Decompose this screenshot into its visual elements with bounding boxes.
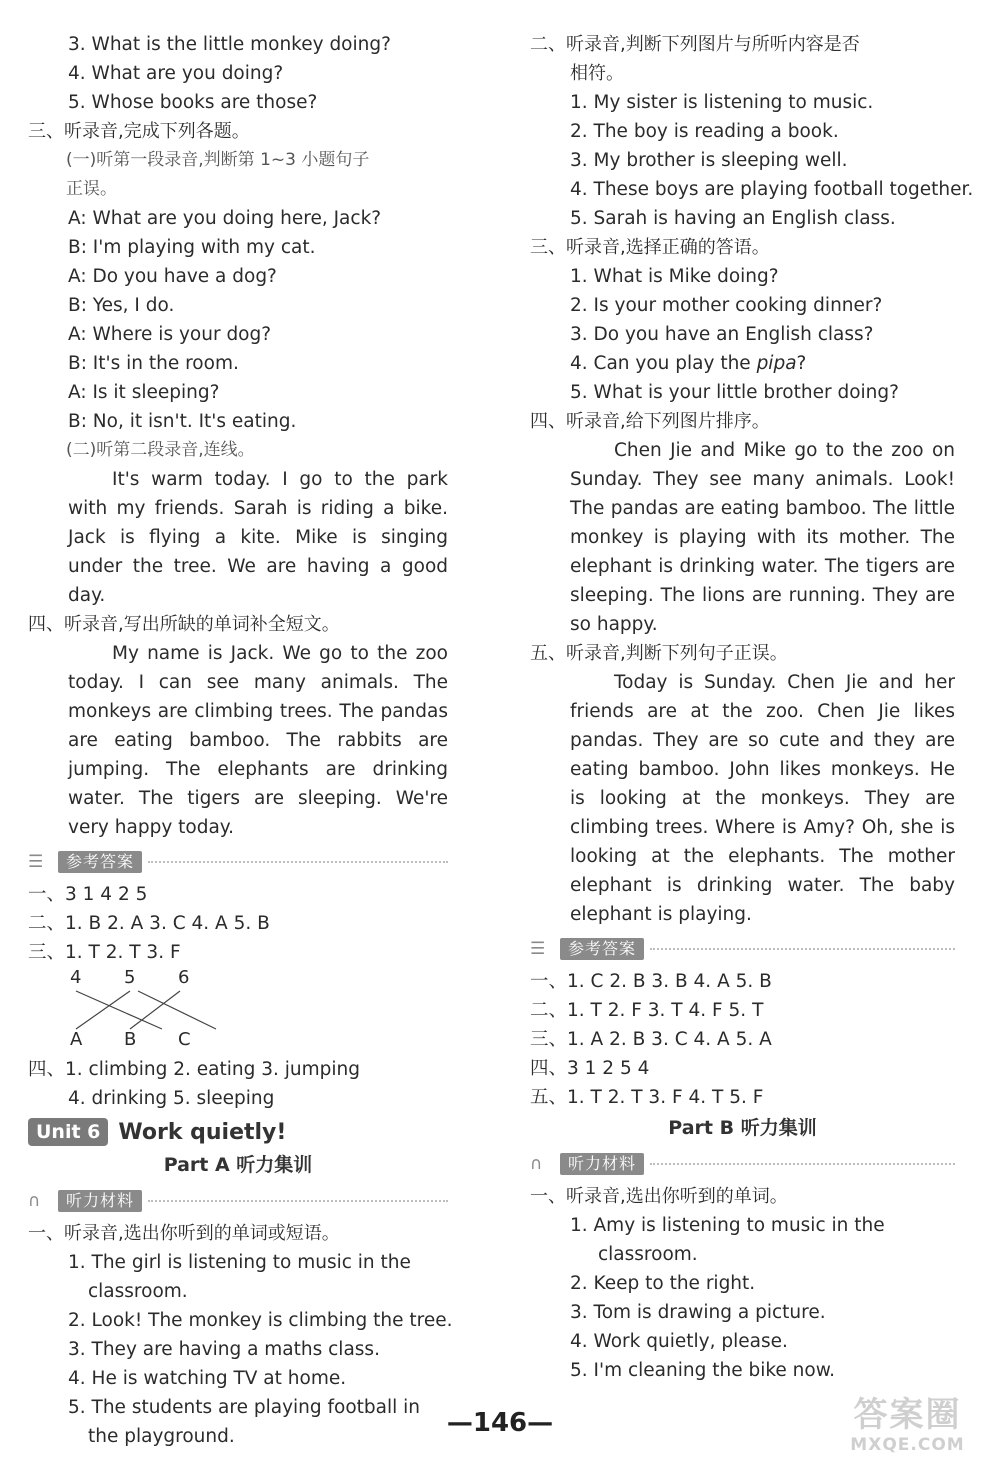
section-title: 三、听录音,选择正确的答语。 [530,237,770,258]
answer-line: 二、1. T 2. F 3. T 4. F 5. T [530,1000,764,1021]
question-line: 2. The boy is reading a book. [570,121,839,142]
answer-line: 三、1. A 2. B 3. C 4. A 5. A [530,1029,772,1050]
answers-tag: 参考答案 [58,851,142,873]
question-line: 1. Amy is listening to music in the [570,1215,885,1236]
question-line: 4. Work quietly, please. [570,1331,788,1352]
page-number: —146— [446,1408,554,1438]
material-tag: 听力材料 [560,1153,644,1175]
answer-line: 二、1. B 2. A 3. C 4. A 5. B [28,913,270,934]
question-line: 3. Do you have an English class? [570,324,874,345]
question-line [530,349,955,378]
answer-line: 五、1. T 2. T 3. F 4. T 5. F [530,1087,764,1108]
passage [530,668,955,929]
answer-icon: ☰ [28,852,44,872]
answer-icon: ☰ [530,939,546,959]
question-line: 5. Sarah is having an English class. [570,208,896,229]
material-header [28,1185,448,1217]
answers-header [530,933,955,965]
italic-word: pipa [756,353,797,374]
question-line: 3. What is the little monkey doing? [68,34,391,55]
right-column [530,30,974,1385]
dialogue-line: B: I'm playing with my cat. [68,237,316,258]
match-bottom-label: C [178,1029,191,1050]
watermark-logo [820,1395,995,1470]
part-title: Part A 听力集训 [163,1154,313,1176]
dialogue-line: A: What are you doing here, Jack? [68,208,382,229]
headphones-icon: ∩ [530,1154,543,1174]
answer-line: 四、3 1 2 5 4 [530,1058,650,1079]
unit-header [28,1115,448,1149]
question-line: 2. Keep to the right. [570,1273,756,1294]
subsection-title: (二)听第二段录音,连线。 [66,440,255,460]
question-line: the playground. [88,1426,235,1447]
unit-badge: Unit 6 [28,1118,108,1146]
question-line: 1. The girl is listening to music in the [68,1252,411,1273]
match-top-label: 6 [178,967,190,988]
question-line: 5. The students are playing football in [68,1397,421,1418]
question-line: classroom. [598,1244,698,1265]
subsection-title: (一)听第一段录音,判断第 1~3 小题句子 [66,150,370,170]
match-bottom-label: B [124,1029,137,1050]
passage-text: Chen Jie and Mike go to the zoo on Sunday. They see many animals. Look! The pandas are eating bamboo. The little monkey is playing with its mother. The elephant is drinking water. The tigers are sleeping. The lions are running. They are so happy. [570,440,955,635]
left-column [28,30,453,1451]
answer-line: 四、1. climbing 2. eating 3. jumping [28,1059,360,1080]
section-title: 三、听录音,完成下列各题。 [28,121,250,142]
question-line: 2. Is your mother cooking dinner? [570,295,883,316]
passage [28,639,448,842]
dialogue-line: B: Yes, I do. [68,295,175,316]
watermark-text: 答案圈 [853,1395,962,1435]
unit-title: Work quietly! [118,1119,287,1145]
section-title: 四、听录音,给下列图片排序。 [530,411,770,432]
dotted-divider [148,1200,448,1202]
answers-tag: 参考答案 [560,938,644,960]
passage-text: It's warm today. I go to the park with my friends. Sarah is riding a bike. Jack is flying a kite. Mike is singing under the tree. We are having a good day. [68,469,448,606]
passage [530,436,955,639]
match-top-label: 4 [70,967,82,988]
question-line: 5. What is your little brother doing? [570,382,899,403]
matching-lines [68,967,228,1055]
dialogue-line: B: No, it isn't. It's eating. [68,411,297,432]
question-text: ? [796,353,807,374]
passage [28,465,448,610]
question-line: 3. Tom is drawing a picture. [570,1302,826,1323]
question-line: classroom. [88,1281,188,1302]
part-title: Part B 听力集训 [668,1117,817,1139]
dotted-divider [650,1163,955,1165]
section-title-cont: 相符。 [570,63,624,84]
question-text: 4. Can you play the [570,353,757,374]
question-line: 5. I'm cleaning the bike now. [570,1360,836,1381]
match-top-label: 5 [124,967,136,988]
match-bottom-label: A [70,1029,83,1050]
dialogue-line: A: Where is your dog? [68,324,272,345]
dotted-divider [650,948,955,950]
watermark-url: MXQE.COM [850,1435,965,1455]
answer-line: 三、1. T 2. T 3. F [28,942,181,963]
question-line: 3. They are having a maths class. [68,1339,380,1360]
dialogue-line: A: Is it sleeping? [68,382,220,403]
question-line: 1. My sister is listening to music. [570,92,874,113]
question-line: 1. What is Mike doing? [570,266,779,287]
answer-line: 一、3 1 4 2 5 [28,884,148,905]
material-header [530,1148,955,1180]
section-title: 二、听录音,判断下列图片与所听内容是否 [530,34,860,55]
answer-line: 一、1. C 2. B 3. B 4. A 5. B [530,971,772,992]
question-line: 4. What are you doing? [68,63,284,84]
dialogue-line: B: It's in the room. [68,353,239,374]
dotted-divider [148,861,448,863]
dialogue-line: A: Do you have a dog? [68,266,277,287]
section-title: 四、听录音,写出所缺的单词补全短文。 [28,614,340,635]
section-title: 五、听录音,判断下列句子正误。 [530,643,788,664]
question-line: 3. My brother is sleeping well. [570,150,848,171]
answer-line: 4. drinking 5. sleeping [68,1088,275,1109]
section-title: 一、听录音,选出你听到的单词或短语。 [28,1223,340,1244]
question-line: 5. Whose books are those? [68,92,318,113]
matching-diagram [68,967,228,1055]
material-tag: 听力材料 [58,1190,142,1212]
answers-header [28,846,448,878]
question-line: 4. These boys are playing football together. [570,179,974,200]
headphones-icon: ∩ [28,1191,41,1211]
question-line: 2. Look! The monkey is climbing the tree. [68,1310,453,1331]
subsection-title: 正误。 [66,179,117,199]
section-title: 一、听录音,选出你听到的单词。 [530,1186,788,1207]
passage-text: Today is Sunday. Chen Jie and her friends are at the zoo. Chen Jie likes pandas. They are so cute and they are eating bamboo. John likes monkeys. He is looking at the monkeys. They are climbing trees. Where is Amy? Oh, she is looking at the elephants. The mother elephant is drinking water. The baby elephant is playing. [570,672,955,925]
passage-text: My name is Jack. We go to the zoo today. I can see many animals. The monkeys are climbing trees. The pandas are eating bamboo. The rabbits are jumping. The elephants are drinking water. The tigers are sleeping. We're very happy today. [68,643,448,838]
question-line: 4. He is watching TV at home. [68,1368,347,1389]
